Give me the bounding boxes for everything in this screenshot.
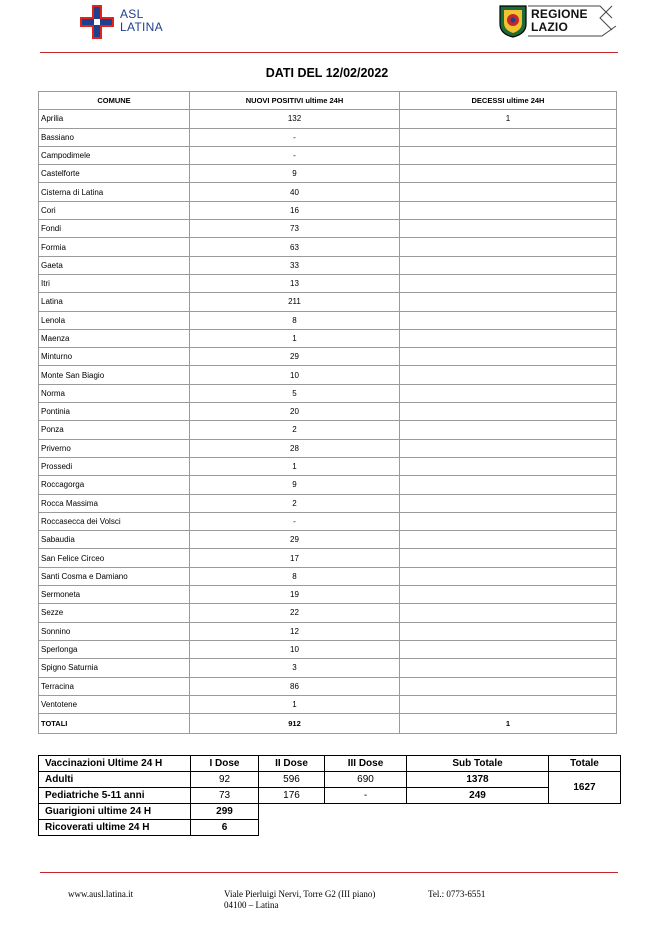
ricoverati-value: 6 (191, 820, 259, 836)
vax-adulti-label: Adulti (39, 772, 191, 788)
ricoverati-row (39, 820, 621, 836)
decessi-cell (400, 256, 617, 274)
table-row (39, 586, 617, 604)
table-row (39, 403, 617, 421)
totals-decessi: 1 (400, 714, 617, 734)
table-row (39, 274, 617, 292)
nuovi-positivi-cell: 8 (190, 567, 400, 585)
footer-address-line2: 04100 – Latina (224, 900, 279, 910)
decessi-cell (400, 457, 617, 475)
comune-cell: San Felice Circeo (39, 549, 190, 567)
nuovi-positivi-cell: 86 (190, 677, 400, 695)
nuovi-positivi-cell: - (190, 512, 400, 530)
vax-header-iii-dose: III Dose (325, 756, 407, 772)
column-header-comune: COMUNE (39, 92, 190, 110)
vax-row-adulti (39, 772, 621, 788)
table-row (39, 366, 617, 384)
table-row (39, 183, 617, 201)
comune-cell: Sezze (39, 604, 190, 622)
decessi-cell (400, 659, 617, 677)
comune-cell: Priverno (39, 439, 190, 457)
nuovi-positivi-cell: 63 (190, 238, 400, 256)
table-row (39, 165, 617, 183)
nuovi-positivi-cell: 10 (190, 640, 400, 658)
decessi-cell (400, 311, 617, 329)
decessi-cell (400, 531, 617, 549)
comune-cell: Minturno (39, 348, 190, 366)
nuovi-positivi-cell: 73 (190, 220, 400, 238)
comune-cell: Ponza (39, 421, 190, 439)
nuovi-positivi-cell: 9 (190, 165, 400, 183)
table-row (39, 549, 617, 567)
table-row (39, 421, 617, 439)
decessi-cell (400, 695, 617, 713)
regione-lazio-emblem-icon (498, 4, 528, 38)
vax-header-subtotale: Sub Totale (407, 756, 549, 772)
table-row (39, 128, 617, 146)
nuovi-positivi-cell: 1 (190, 695, 400, 713)
nuovi-positivi-cell: 12 (190, 622, 400, 640)
table-header-row (39, 92, 617, 110)
guarigioni-row (39, 804, 621, 820)
table-row (39, 567, 617, 585)
table-row (39, 476, 617, 494)
vax-pediatriche-iii-dose: - (325, 788, 407, 804)
decessi-cell (400, 201, 617, 219)
totals-nuovi-positivi: 912 (190, 714, 400, 734)
totals-label: TOTALI (39, 714, 190, 734)
decessi-cell (400, 384, 617, 402)
footer-website[interactable]: www.ausl.latina.it (68, 889, 134, 899)
table-row (39, 329, 617, 347)
vax-adulti-subtotale: 1378 (407, 772, 549, 788)
nuovi-positivi-cell: - (190, 146, 400, 164)
comune-cell: Aprilia (39, 110, 190, 128)
table-row (39, 604, 617, 622)
column-header-nuovi-positivi: NUOVI POSITIVI ultime 24H (190, 92, 400, 110)
nuovi-positivi-cell: 132 (190, 110, 400, 128)
positivi-table (38, 91, 617, 734)
vax-pediatriche-label: Pediatriche 5-11 anni (39, 788, 191, 804)
table-row (39, 622, 617, 640)
table-row (39, 677, 617, 695)
decessi-cell (400, 183, 617, 201)
nuovi-positivi-cell: 10 (190, 366, 400, 384)
table-row (39, 384, 617, 402)
table-row (39, 659, 617, 677)
asl-logo-line1: ASL (120, 7, 144, 21)
decessi-cell (400, 494, 617, 512)
vax-header-totale: Totale (549, 756, 621, 772)
nuovi-positivi-cell: 211 (190, 293, 400, 311)
nuovi-positivi-cell: 29 (190, 531, 400, 549)
vax-pediatriche-i-dose: 73 (191, 788, 259, 804)
comune-cell: Rocca Massima (39, 494, 190, 512)
decessi-cell (400, 421, 617, 439)
comune-cell: Sperlonga (39, 640, 190, 658)
decessi-cell (400, 146, 617, 164)
nuovi-positivi-cell: 28 (190, 439, 400, 457)
vax-header-i-dose: I Dose (191, 756, 259, 772)
decessi-cell (400, 677, 617, 695)
decessi-cell (400, 439, 617, 457)
vax-header-ii-dose: II Dose (259, 756, 325, 772)
footer-address (224, 889, 375, 911)
decessi-cell (400, 567, 617, 585)
comune-cell: Santi Cosma e Damiano (39, 567, 190, 585)
vax-header-row (39, 756, 621, 772)
comune-cell: Itri (39, 274, 190, 292)
nuovi-positivi-cell: 19 (190, 586, 400, 604)
totals-row (39, 714, 617, 734)
table-row (39, 238, 617, 256)
nuovi-positivi-cell: 2 (190, 494, 400, 512)
decessi-cell (400, 476, 617, 494)
comune-cell: Prossedi (39, 457, 190, 475)
comune-cell: Ventotene (39, 695, 190, 713)
vax-pediatriche-subtotale: 249 (407, 788, 549, 804)
comune-cell: Sabaudia (39, 531, 190, 549)
decessi-cell (400, 165, 617, 183)
decessi-cell (400, 403, 617, 421)
comune-cell: Latina (39, 293, 190, 311)
comune-cell: Norma (39, 384, 190, 402)
comune-cell: Pontinia (39, 403, 190, 421)
vax-header-label: Vaccinazioni Ultime 24 H (39, 756, 191, 772)
nuovi-positivi-cell: 16 (190, 201, 400, 219)
decessi-cell (400, 293, 617, 311)
asl-logo-line2: LATINA (120, 20, 163, 34)
medical-cross-icon (80, 5, 114, 39)
footer-divider (40, 872, 618, 873)
decessi-cell (400, 512, 617, 530)
nuovi-positivi-cell: 40 (190, 183, 400, 201)
comune-cell: Sonnino (39, 622, 190, 640)
table-row (39, 256, 617, 274)
vax-adulti-ii-dose: 596 (259, 772, 325, 788)
nuovi-positivi-cell: 17 (190, 549, 400, 567)
table-row (39, 640, 617, 658)
nuovi-positivi-cell: 20 (190, 403, 400, 421)
table-row (39, 695, 617, 713)
decessi-cell (400, 586, 617, 604)
table-row (39, 531, 617, 549)
nuovi-positivi-cell: 5 (190, 384, 400, 402)
comune-cell: Formia (39, 238, 190, 256)
nuovi-positivi-cell: 33 (190, 256, 400, 274)
comune-cell: Spigno Saturnia (39, 659, 190, 677)
nuovi-positivi-cell: 1 (190, 329, 400, 347)
decessi-cell (400, 640, 617, 658)
nuovi-positivi-cell: 8 (190, 311, 400, 329)
vax-totale-value: 1627 (549, 772, 621, 804)
comune-cell: Bassiano (39, 128, 190, 146)
regione-logo-line1: REGIONE (531, 7, 588, 21)
comune-cell: Lenola (39, 311, 190, 329)
comune-cell: Roccasecca dei Volsci (39, 512, 190, 530)
decessi-cell: 1 (400, 110, 617, 128)
table-row (39, 512, 617, 530)
comune-cell: Sermoneta (39, 586, 190, 604)
comune-cell: Roccagorga (39, 476, 190, 494)
footer-address-line1: Viale Pierluigi Nervi, Torre G2 (III piano) (224, 889, 376, 899)
decessi-cell (400, 549, 617, 567)
decessi-cell (400, 348, 617, 366)
comune-cell: Maenza (39, 329, 190, 347)
decessi-cell (400, 128, 617, 146)
decessi-cell (400, 274, 617, 292)
table-row (39, 494, 617, 512)
table-row (39, 201, 617, 219)
table-row (39, 457, 617, 475)
nuovi-positivi-cell: 1 (190, 457, 400, 475)
comune-cell: Castelforte (39, 165, 190, 183)
nuovi-positivi-cell: 3 (190, 659, 400, 677)
nuovi-positivi-cell: 22 (190, 604, 400, 622)
comune-cell: Campodimele (39, 146, 190, 164)
ricoverati-label: Ricoverati ultime 24 H (39, 820, 191, 836)
regione-logo-line2: LAZIO (531, 20, 568, 34)
nuovi-positivi-cell: 29 (190, 348, 400, 366)
guarigioni-label: Guarigioni ultime 24 H (39, 804, 191, 820)
table-row (39, 220, 617, 238)
comune-cell: Monte San Biagio (39, 366, 190, 384)
vax-adulti-iii-dose: 690 (325, 772, 407, 788)
asl-latina-logo (80, 5, 190, 39)
vaccinations-table (38, 755, 621, 836)
vax-adulti-i-dose: 92 (191, 772, 259, 788)
decessi-cell (400, 329, 617, 347)
comune-cell: Cori (39, 201, 190, 219)
table-row (39, 348, 617, 366)
table-row (39, 293, 617, 311)
decessi-cell (400, 604, 617, 622)
column-header-decessi: DECESSI ultime 24H (400, 92, 617, 110)
comune-cell: Fondi (39, 220, 190, 238)
decessi-cell (400, 238, 617, 256)
table-row (39, 146, 617, 164)
decessi-cell (400, 220, 617, 238)
nuovi-positivi-cell: - (190, 128, 400, 146)
page-title: DATI DEL 12/02/2022 (265, 66, 389, 80)
header-divider (40, 52, 618, 53)
nuovi-positivi-cell: 13 (190, 274, 400, 292)
decessi-cell (400, 366, 617, 384)
vax-pediatriche-ii-dose: 176 (259, 788, 325, 804)
comune-cell: Terracina (39, 677, 190, 695)
table-row (39, 439, 617, 457)
nuovi-positivi-cell: 9 (190, 476, 400, 494)
footer-phone: Tel.: 0773-6551 (428, 889, 486, 899)
guarigioni-value: 299 (191, 804, 259, 820)
table-row (39, 311, 617, 329)
regione-lazio-logo (498, 4, 618, 40)
vax-row-pediatriche (39, 788, 621, 804)
table-row (39, 110, 617, 128)
comune-cell: Gaeta (39, 256, 190, 274)
nuovi-positivi-cell: 2 (190, 421, 400, 439)
comune-cell: Cisterna di Latina (39, 183, 190, 201)
decessi-cell (400, 622, 617, 640)
